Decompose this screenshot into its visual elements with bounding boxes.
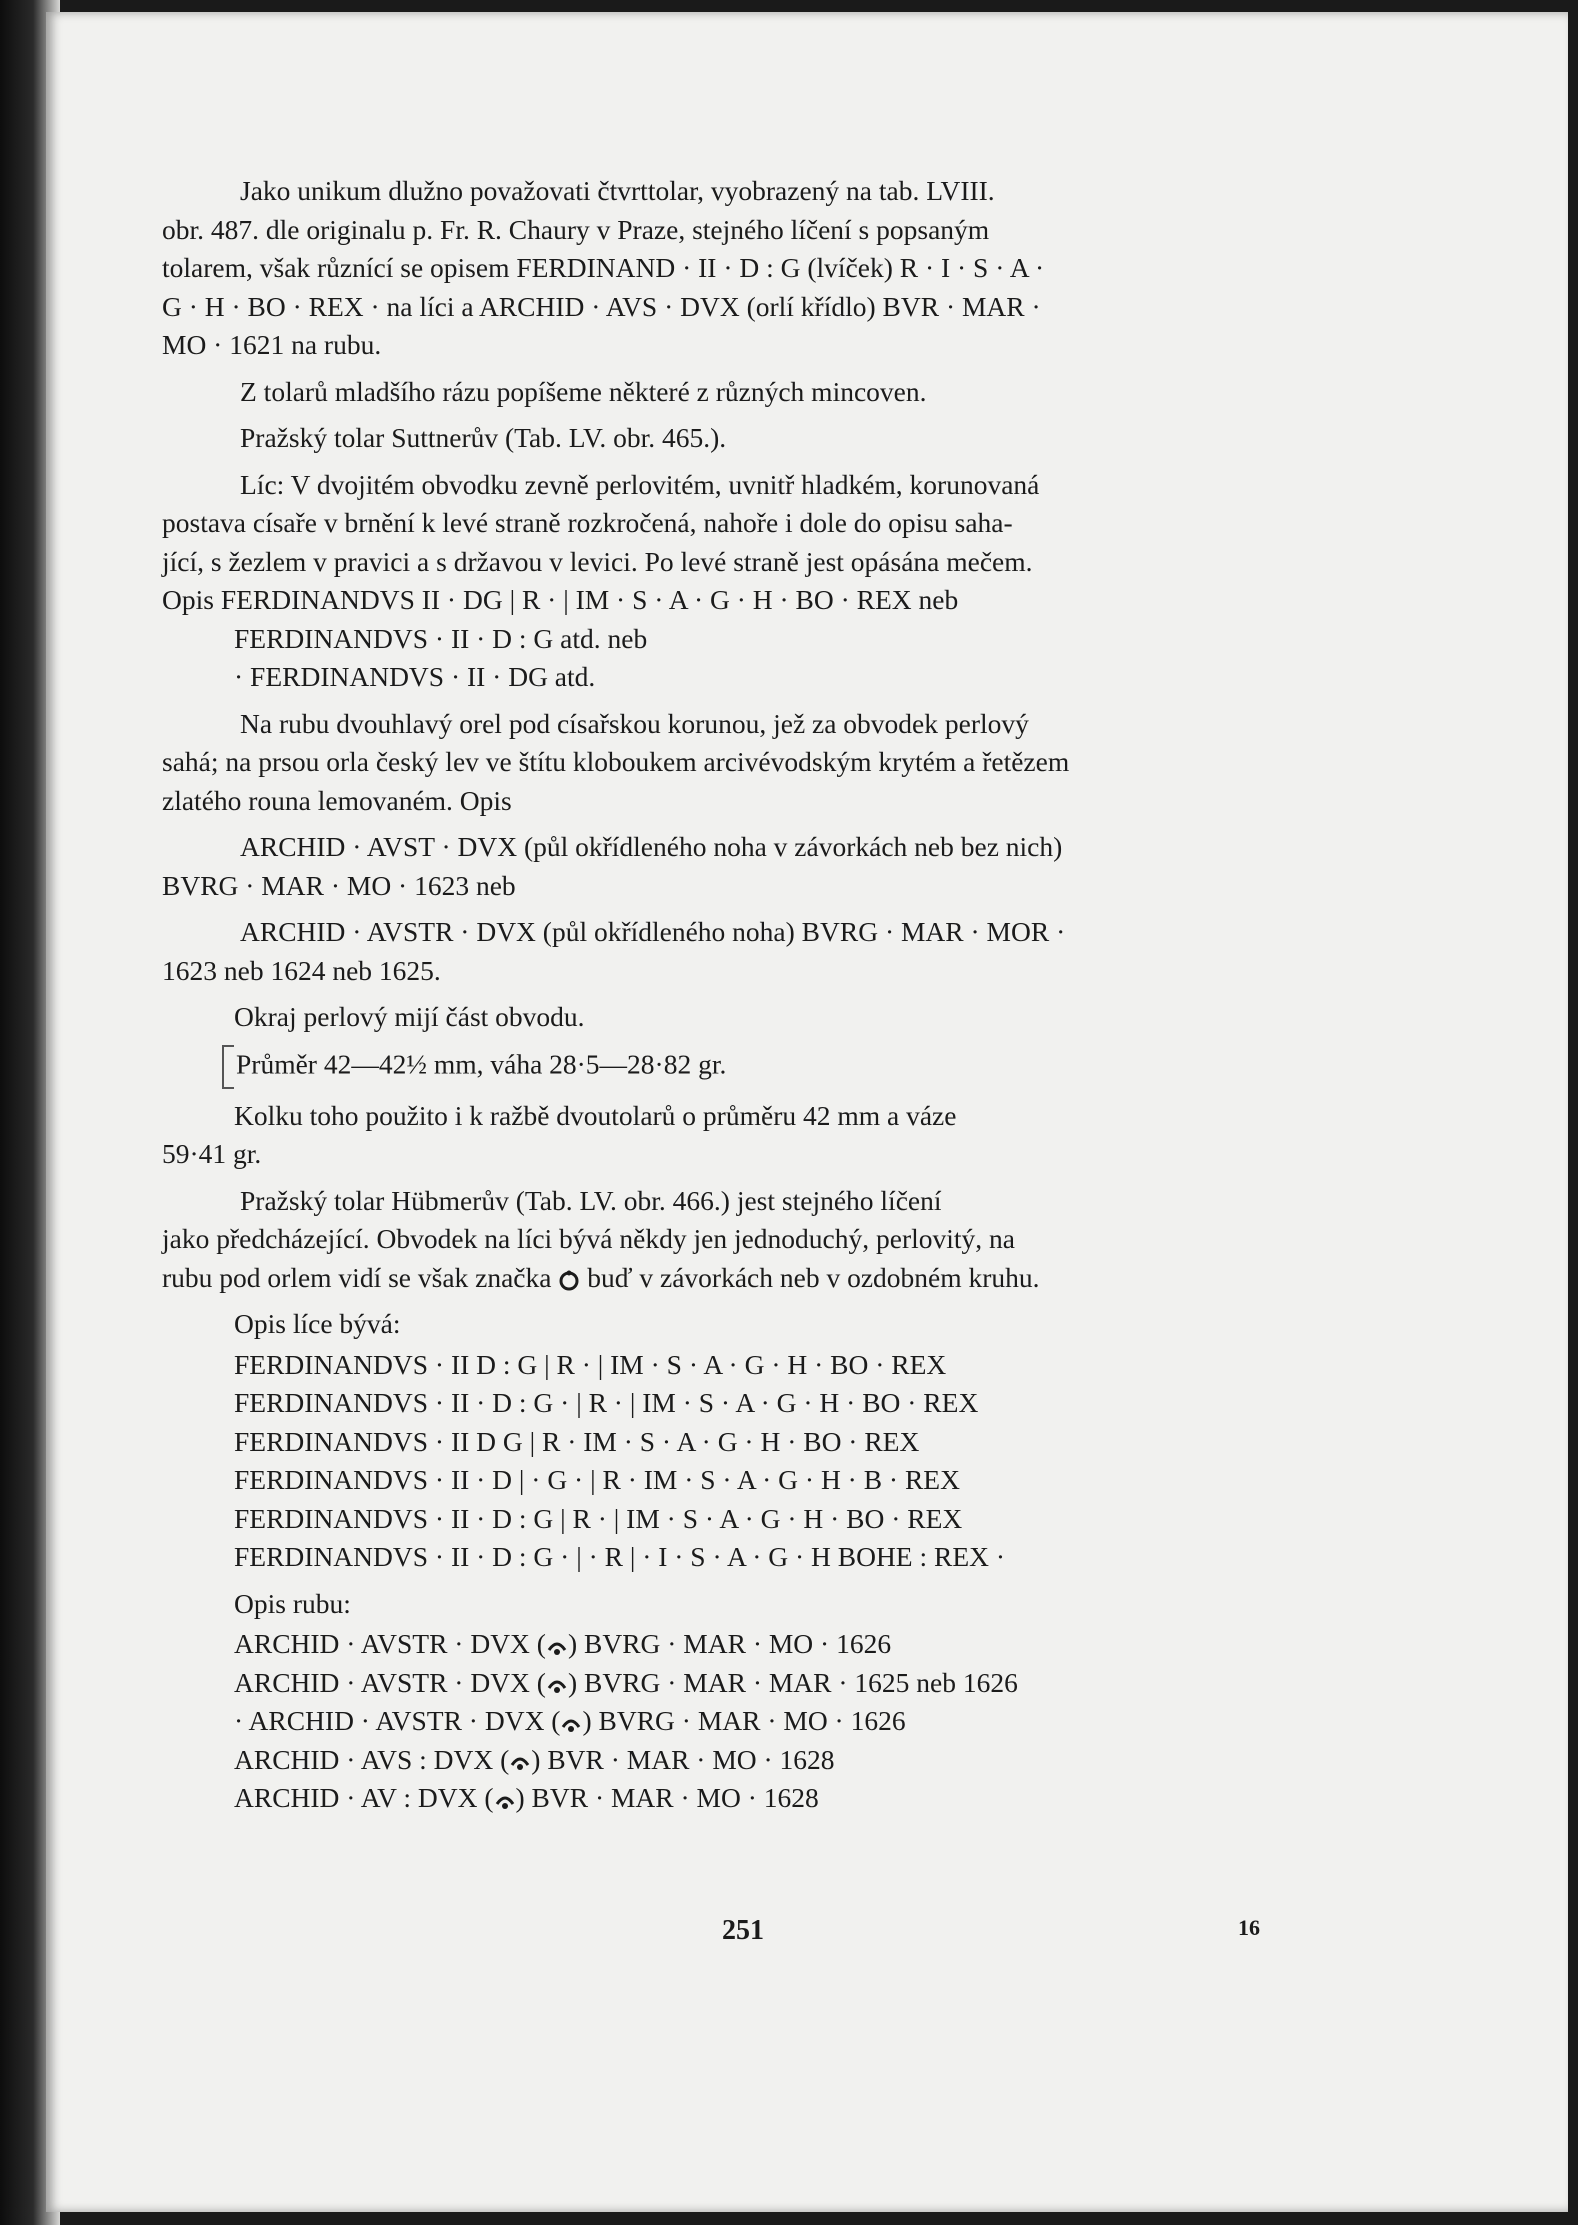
inscription-line (162, 1779, 1352, 1818)
obverse-inscriptions (162, 1346, 1352, 1577)
paragraph-line (162, 1045, 1352, 1089)
inscription-line (162, 1625, 1352, 1664)
inscription-line (162, 1702, 1352, 1741)
eagle-mark-icon (494, 1790, 516, 1812)
inscription-line (162, 1741, 1352, 1780)
paragraph-line: sahá; na prsou orla český lev ve štítu kloboukem arcivévodským krytém a řetězem (162, 746, 1070, 777)
text-fragment: ) BVR · MAR · MO · 1628 (515, 1782, 819, 1813)
paragraph-line: postava císaře v brnění k levé straně rozkročená, nahoře i dole do opisu saha- (162, 507, 1013, 538)
paragraph-line: Opis líce bývá: (234, 1308, 401, 1339)
page-number: 251 (722, 1915, 764, 1946)
text-fragment: ) BVRG · MAR · MAR · 1625 neb 1626 (567, 1666, 1018, 1698)
page-text (162, 172, 1352, 1818)
text-fragment: ARCHID · AVSTR · DVX ( (234, 1666, 546, 1698)
inscription-line: FERDINANDVS · II D G | R · IM · S · A · G · H · BO · REX (234, 1425, 920, 1457)
paragraph-line: Kolku toho použito i k ražbě dvoutolarů o průměru 42 mm a váze (234, 1099, 957, 1131)
text-fragment: buď v závorkách neb v ozdobném kruhu. (587, 1261, 1040, 1293)
paragraph-line: BVRG · MAR · MO · 1623 neb (162, 869, 516, 901)
paragraph-line (162, 1259, 1352, 1298)
paragraph-line: tolarem, však různící se opisem FERDINAND · II · D : G (lvíček) R · I · S · A · (162, 252, 1045, 283)
paragraph-line: obr. 487. dle originalu p. Fr. R. Chaury v Praze, stejného líčení s popsaným (162, 213, 990, 245)
section-heading: Pražský tolar Suttnerův (Tab. LV. obr. 465.). (240, 422, 727, 453)
text-fragment: ARCHID · AVS : DVX ( (234, 1743, 510, 1775)
paragraph-line: G · H · BO · REX · na líci a ARCHID · AVS · DVX (orlí křídlo) BVR · MAR · (162, 290, 1041, 322)
paragraph-line: MO · 1621 na rubu. (162, 329, 382, 360)
text-fragment: ARCHID · AVSTR · DVX ( (234, 1628, 546, 1659)
text-fragment: ARCHID · AV : DVX ( (234, 1782, 494, 1813)
eagle-mark-icon (509, 1751, 531, 1773)
inscription-line: FERDINANDVS · II · D | · G · | R · IM · S · A · G · H · B · REX (234, 1464, 960, 1495)
paragraph-line: Okraj perlový mijí část obvodu. (234, 1001, 585, 1032)
mint-mark-icon (558, 1269, 580, 1291)
paragraph-line: Na rubu dvouhlavý orel pod císařskou korunou, jež za obvodek perlový (240, 707, 1029, 739)
paragraph-line: ARCHID · AVSTR · DVX (půl okřídleného noha) BVRG · MAR · MOR · (240, 916, 1066, 947)
inscription-line (162, 1664, 1352, 1703)
paragraph-line: jako předcházející. Obvodek na líci bývá někdy jen jednoduchý, perlovitý, na (162, 1223, 1015, 1254)
paragraph-line: · FERDINANDVS · II · DG atd. (234, 661, 596, 692)
text-fragment: rubu pod orlem vidí se však značka (162, 1261, 552, 1293)
paragraph-line: Líc: V dvojitém obvodku zevně perlovitém, uvnitř hladkém, korunovaná (240, 468, 1040, 500)
paragraph-line: jící, s žezlem v pravici a s državou v levici. Po levé straně jest opásána mečem. (162, 545, 1033, 577)
diameter-weight-text: Průměr 42—42½ mm, váha 28·5—28·82 gr. (236, 1047, 727, 1079)
section-heading: Pražský tolar Hübmerův (Tab. LV. obr. 466.) jest stejného líčení (240, 1184, 942, 1216)
paragraph-line: Z tolarů mladšího rázu popíšeme některé z různých mincoven. (240, 375, 927, 407)
paragraph-line: FERDINANDVS · II · D : G atd. neb (234, 622, 648, 654)
paragraph-line: ARCHID · AVST · DVX (půl okřídleného noha v závorkách neb bez nich) (240, 831, 1063, 862)
paragraph-line: Opis FERDINANDVS II · DG | R · | IM · S · A · G · H · BO · REX neb (162, 584, 959, 615)
eagle-mark-icon (546, 1674, 568, 1696)
eagle-mark-icon (546, 1636, 568, 1658)
text-fragment: ) BVRG · MAR · MO · 1626 (582, 1705, 906, 1736)
signature-mark: 16 (1238, 1915, 1260, 1940)
inscription-line: FERDINANDVS · II · D : G | R · | IM · S · A · G · H · BO · REX (234, 1502, 963, 1534)
margin-bracket (222, 1045, 234, 1089)
inscription-line: FERDINANDVS · II · D : G · | R · | IM · S · A · G · H · BO · REX (234, 1387, 979, 1418)
text-fragment: ) BVRG · MAR · MO · 1626 (567, 1628, 892, 1659)
inscription-line: FERDINANDVS · II D : G | R · | IM · S · A · G · H · BO · REX (234, 1348, 947, 1380)
inscription-line: FERDINANDVS · II · D : G · | · R | · I · S · A · G · H BOHE : REX · (234, 1541, 1006, 1572)
paragraph-line: Opis rubu: (234, 1587, 351, 1619)
reverse-inscriptions (162, 1625, 1352, 1818)
text-fragment: · ARCHID · AVSTR · DVX ( (234, 1705, 561, 1736)
paragraph-line: 59·41 gr. (162, 1138, 262, 1169)
paragraph-line: 1623 neb 1624 neb 1625. (162, 954, 441, 986)
eagle-mark-icon (560, 1713, 582, 1735)
paragraph-line: Jako unikum dlužno považovati čtvrttolar, vyobrazený na tab. LVIII. (240, 175, 995, 206)
text-fragment: ) BVR · MAR · MO · 1628 (531, 1743, 835, 1775)
paragraph-line: zlatého rouna lemovaném. Opis (162, 784, 512, 816)
